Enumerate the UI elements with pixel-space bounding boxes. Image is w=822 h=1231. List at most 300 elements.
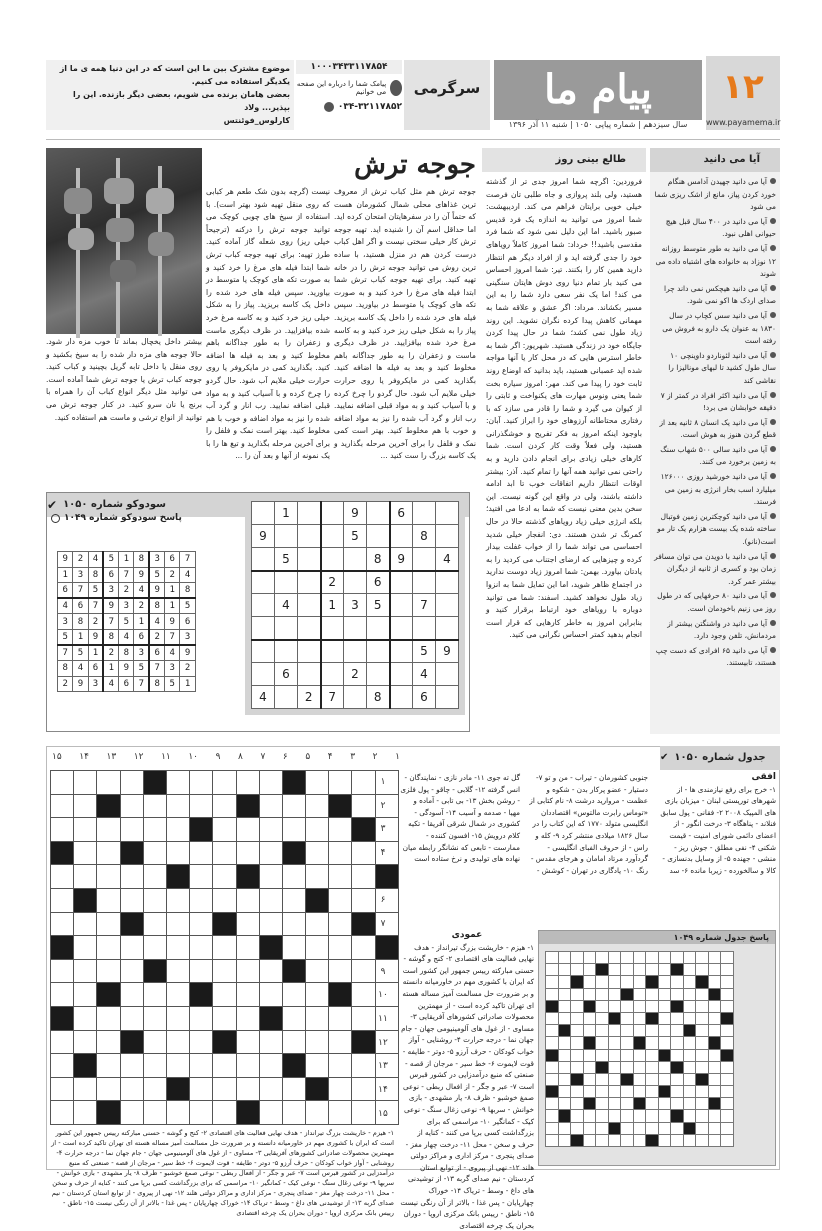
- sudoku-cell[interactable]: [413, 617, 436, 640]
- crossword-cell[interactable]: [143, 1101, 166, 1125]
- crossword-cell[interactable]: [352, 959, 375, 983]
- crossword-cell[interactable]: [120, 818, 143, 842]
- sudoku-cell[interactable]: [436, 525, 459, 548]
- crossword-cell[interactable]: [213, 1054, 236, 1078]
- crossword-cell[interactable]: [166, 1030, 189, 1054]
- crossword-cell[interactable]: [375, 959, 398, 983]
- crossword-cell[interactable]: [282, 936, 305, 960]
- crossword-cell[interactable]: [213, 1077, 236, 1101]
- sudoku-cell[interactable]: [367, 502, 390, 525]
- crossword-cell[interactable]: [51, 959, 74, 983]
- answer-cell: [583, 1012, 596, 1024]
- crossword-cell[interactable]: [120, 888, 143, 912]
- crossword-cell[interactable]: [166, 983, 189, 1007]
- crossword-cell[interactable]: [329, 912, 352, 936]
- crossword-cell: [120, 841, 143, 865]
- crossword-cell[interactable]: [213, 794, 236, 818]
- crossword-cell[interactable]: [282, 1030, 305, 1054]
- crossword-cell: [236, 794, 259, 818]
- crossword-cell[interactable]: [352, 1077, 375, 1101]
- crossword-cell[interactable]: [120, 1006, 143, 1030]
- sudoku-cell[interactable]: [390, 663, 413, 686]
- crossword-cell[interactable]: [259, 983, 282, 1007]
- crossword-cell[interactable]: [329, 1054, 352, 1078]
- crossword-cell[interactable]: [375, 771, 398, 795]
- crossword-cell[interactable]: [236, 912, 259, 936]
- crossword-cell[interactable]: [259, 865, 282, 889]
- crossword-cell[interactable]: [51, 1054, 74, 1078]
- sudoku-cell[interactable]: [298, 663, 321, 686]
- sudoku-cell[interactable]: [252, 548, 275, 571]
- crossword-cell[interactable]: [143, 818, 166, 842]
- crossword-cell[interactable]: [190, 936, 213, 960]
- crossword-cell[interactable]: [352, 983, 375, 1007]
- crossword-cell[interactable]: [236, 1030, 259, 1054]
- crossword-cell[interactable]: [120, 936, 143, 960]
- sudoku-cell[interactable]: [298, 548, 321, 571]
- sudoku-cell[interactable]: [275, 525, 298, 548]
- answer-cell: [596, 988, 609, 1000]
- crossword-cell[interactable]: [166, 1054, 189, 1078]
- crossword-cell[interactable]: [375, 1006, 398, 1030]
- crossword-cell[interactable]: [190, 1101, 213, 1125]
- sudoku-cell[interactable]: 2: [298, 686, 321, 709]
- sudoku-cell[interactable]: 2: [321, 571, 344, 594]
- sudoku-cell[interactable]: [436, 571, 459, 594]
- crossword-cell[interactable]: [166, 888, 189, 912]
- sudoku-cell[interactable]: [298, 571, 321, 594]
- crossword-cell[interactable]: [74, 818, 97, 842]
- sudoku-cell[interactable]: 4: [436, 548, 459, 571]
- crossword-cell[interactable]: [166, 936, 189, 960]
- sudoku-cell[interactable]: [275, 617, 298, 640]
- answer-cell: [633, 1049, 646, 1061]
- sudoku-cell[interactable]: [252, 640, 275, 663]
- sudoku-cell[interactable]: [344, 571, 367, 594]
- crossword-cell[interactable]: [51, 818, 74, 842]
- crossword-cell[interactable]: [120, 1077, 143, 1101]
- crossword-cell[interactable]: [259, 1101, 282, 1125]
- sudoku-cell[interactable]: 4: [275, 594, 298, 617]
- crossword-cell[interactable]: [143, 983, 166, 1007]
- crossword-cell[interactable]: [259, 1077, 282, 1101]
- sudoku-cell[interactable]: [436, 502, 459, 525]
- crossword-cell[interactable]: [329, 1077, 352, 1101]
- crossword-cell[interactable]: [51, 912, 74, 936]
- sudoku-cell[interactable]: 8: [367, 686, 390, 709]
- sudoku-cell[interactable]: [390, 571, 413, 594]
- crossword-cell[interactable]: [120, 1101, 143, 1125]
- crossword-cell[interactable]: [236, 1006, 259, 1030]
- answer-cell: [583, 1073, 596, 1085]
- crossword-cell[interactable]: [236, 888, 259, 912]
- crossword-cell[interactable]: [74, 983, 97, 1007]
- sudoku-cell[interactable]: 9: [390, 548, 413, 571]
- sudoku-cell[interactable]: [298, 594, 321, 617]
- sudoku-cell[interactable]: [321, 663, 344, 686]
- crossword-cell[interactable]: [329, 771, 352, 795]
- answer-cell: [608, 1134, 621, 1146]
- crossword-cell[interactable]: [306, 841, 329, 865]
- sudoku-cell[interactable]: [298, 640, 321, 663]
- crossword-cell[interactable]: [120, 771, 143, 795]
- crossword-cell[interactable]: [236, 959, 259, 983]
- sudoku-cell[interactable]: 1: [321, 594, 344, 617]
- crossword-cell[interactable]: [74, 841, 97, 865]
- crossword-cell[interactable]: [375, 912, 398, 936]
- sudoku-cell[interactable]: [367, 640, 390, 663]
- sudoku-cell[interactable]: 2: [344, 663, 367, 686]
- answer-cell: [558, 952, 571, 964]
- crossword-cell[interactable]: [306, 1006, 329, 1030]
- crossword-cell[interactable]: [51, 794, 74, 818]
- crossword-cell[interactable]: [282, 818, 305, 842]
- crossword-cell[interactable]: [190, 794, 213, 818]
- crossword-cell[interactable]: [166, 912, 189, 936]
- crossword-cell[interactable]: [306, 936, 329, 960]
- sudoku-cell[interactable]: [390, 617, 413, 640]
- sudoku-cell[interactable]: 6: [275, 663, 298, 686]
- sudoku-answer-cell: 6: [165, 552, 180, 568]
- crossword-cell[interactable]: [375, 1030, 398, 1054]
- sudoku-cell[interactable]: [344, 617, 367, 640]
- crossword-cell[interactable]: [352, 1054, 375, 1078]
- crossword-cell[interactable]: [143, 888, 166, 912]
- answer-cell: [583, 1098, 596, 1110]
- answer-cell: [571, 1110, 584, 1122]
- crossword-cell[interactable]: [282, 865, 305, 889]
- crossword-cell[interactable]: [329, 936, 352, 960]
- crossword-cell[interactable]: [143, 1077, 166, 1101]
- crossword-cell[interactable]: [190, 912, 213, 936]
- crossword-cell[interactable]: [97, 771, 120, 795]
- crossword-cell[interactable]: [190, 841, 213, 865]
- crossword-cell[interactable]: [97, 841, 120, 865]
- crossword-cell[interactable]: [97, 818, 120, 842]
- crossword-cell[interactable]: [51, 771, 74, 795]
- sudoku-cell[interactable]: 7: [413, 594, 436, 617]
- crossword-cell[interactable]: [120, 959, 143, 983]
- sudoku-puzzle[interactable]: [245, 495, 465, 715]
- crossword-cell[interactable]: [236, 936, 259, 960]
- answer-cell: [696, 1000, 709, 1012]
- crossword-cell[interactable]: [51, 865, 74, 889]
- sudoku-cell[interactable]: [275, 571, 298, 594]
- crossword-cell[interactable]: [143, 865, 166, 889]
- crossword-cell[interactable]: [236, 983, 259, 1007]
- crossword-cell[interactable]: [236, 771, 259, 795]
- crossword-cell[interactable]: [190, 771, 213, 795]
- sudoku-cell[interactable]: [436, 594, 459, 617]
- crossword-cell[interactable]: [51, 888, 74, 912]
- crossword-cell[interactable]: [213, 888, 236, 912]
- sudoku-cell[interactable]: [413, 548, 436, 571]
- crossword-cell[interactable]: [213, 1101, 236, 1125]
- crossword-cell[interactable]: [213, 841, 236, 865]
- sudoku-cell[interactable]: 6: [390, 502, 413, 525]
- sudoku-cell[interactable]: [252, 571, 275, 594]
- crossword-cell[interactable]: [329, 818, 352, 842]
- crossword-cell[interactable]: [74, 865, 97, 889]
- sudoku-cell[interactable]: 1: [275, 502, 298, 525]
- crossword-cell[interactable]: [120, 1054, 143, 1078]
- crossword-cell[interactable]: [236, 1054, 259, 1078]
- answer-cell: [571, 976, 584, 988]
- crossword-cell[interactable]: [236, 1077, 259, 1101]
- sudoku-cell[interactable]: [390, 525, 413, 548]
- answer-cell: [658, 1086, 671, 1098]
- sudoku-cell[interactable]: [367, 617, 390, 640]
- crossword-cell[interactable]: [352, 888, 375, 912]
- sudoku-cell[interactable]: 8: [413, 525, 436, 548]
- sudoku-cell[interactable]: [321, 525, 344, 548]
- sudoku-cell[interactable]: [344, 640, 367, 663]
- crossword-cell[interactable]: [306, 1101, 329, 1125]
- crossword-cell[interactable]: [74, 1077, 97, 1101]
- crossword-cell[interactable]: [190, 1054, 213, 1078]
- crossword-cell[interactable]: [213, 936, 236, 960]
- crossword-cell[interactable]: [97, 888, 120, 912]
- sudoku-cell[interactable]: [390, 686, 413, 709]
- crossword-cell[interactable]: [74, 1030, 97, 1054]
- sudoku-cell[interactable]: [436, 686, 459, 709]
- sudoku-cell[interactable]: 5: [367, 594, 390, 617]
- crossword-cell[interactable]: [190, 1077, 213, 1101]
- crossword-cell[interactable]: [120, 865, 143, 889]
- crossword-cell[interactable]: [259, 1054, 282, 1078]
- sudoku-cell[interactable]: 8: [367, 548, 390, 571]
- crossword-cell[interactable]: [236, 841, 259, 865]
- crossword-cell[interactable]: [375, 983, 398, 1007]
- crossword-cell[interactable]: [74, 794, 97, 818]
- crossword-cell[interactable]: [375, 888, 398, 912]
- sudoku-cell[interactable]: [252, 502, 275, 525]
- crossword-cell[interactable]: [213, 1006, 236, 1030]
- sudoku-cell[interactable]: 9: [436, 640, 459, 663]
- crossword-cell[interactable]: [306, 771, 329, 795]
- crossword-cell[interactable]: [282, 1006, 305, 1030]
- crossword-cell[interactable]: [329, 888, 352, 912]
- crossword-cell[interactable]: [143, 1030, 166, 1054]
- crossword-cell[interactable]: [166, 1101, 189, 1125]
- crossword-cell[interactable]: [74, 912, 97, 936]
- crossword-cell[interactable]: [259, 794, 282, 818]
- answer-cell: [596, 1025, 609, 1037]
- crossword-cell[interactable]: [97, 1006, 120, 1030]
- crossword-cell[interactable]: [143, 912, 166, 936]
- crossword-cell[interactable]: [375, 818, 398, 842]
- crossword-cell[interactable]: [143, 936, 166, 960]
- crossword-cell[interactable]: [51, 1101, 74, 1125]
- sudoku-cell[interactable]: 5: [413, 640, 436, 663]
- crossword-cell[interactable]: [306, 818, 329, 842]
- crossword-cell[interactable]: [97, 1054, 120, 1078]
- sudoku-cell[interactable]: 7: [321, 686, 344, 709]
- sudoku-cell[interactable]: [436, 663, 459, 686]
- crossword-cell[interactable]: [306, 794, 329, 818]
- bullet-icon: [770, 553, 776, 559]
- crossword-cell[interactable]: [282, 1101, 305, 1125]
- row-number: ۱۲: [378, 1037, 388, 1048]
- crossword-cell[interactable]: [97, 1077, 120, 1101]
- crossword-cell[interactable]: [143, 841, 166, 865]
- crossword-cell[interactable]: [190, 888, 213, 912]
- crossword-cell[interactable]: [306, 865, 329, 889]
- sudoku-cell[interactable]: [321, 502, 344, 525]
- crossword-cell[interactable]: [282, 888, 305, 912]
- sudoku-cell[interactable]: 6: [367, 571, 390, 594]
- crossword-cell[interactable]: [375, 841, 398, 865]
- contact-box: [296, 60, 402, 130]
- crossword-cell[interactable]: [306, 912, 329, 936]
- crossword-cell[interactable]: [97, 912, 120, 936]
- sudoku-cell[interactable]: [321, 617, 344, 640]
- sudoku-cell[interactable]: [344, 548, 367, 571]
- answer-cell: [658, 1098, 671, 1110]
- crossword-cell[interactable]: [190, 1006, 213, 1030]
- crossword-cell[interactable]: [51, 983, 74, 1007]
- crossword-cell[interactable]: [213, 865, 236, 889]
- crossword-cell[interactable]: [143, 1006, 166, 1030]
- crossword-cell[interactable]: [282, 794, 305, 818]
- sudoku-cell[interactable]: [390, 594, 413, 617]
- crossword-cell[interactable]: [352, 841, 375, 865]
- sudoku-cell[interactable]: [367, 525, 390, 548]
- crossword-cell[interactable]: [329, 841, 352, 865]
- crossword-cell[interactable]: [352, 865, 375, 889]
- sudoku-cell[interactable]: 4: [252, 686, 275, 709]
- crossword-cell[interactable]: [166, 841, 189, 865]
- crossword-cell[interactable]: [259, 818, 282, 842]
- sudoku-cell[interactable]: [275, 640, 298, 663]
- crossword-cell[interactable]: [166, 1006, 189, 1030]
- crossword-cell[interactable]: [236, 818, 259, 842]
- sudoku-cell[interactable]: 6: [413, 686, 436, 709]
- crossword-cell[interactable]: [329, 1006, 352, 1030]
- crossword-cell[interactable]: [282, 983, 305, 1007]
- crossword-cell[interactable]: [97, 1030, 120, 1054]
- sudoku-cell[interactable]: [298, 617, 321, 640]
- crossword-cell[interactable]: [51, 1077, 74, 1101]
- crossword-cell[interactable]: [166, 794, 189, 818]
- crossword-cell[interactable]: [143, 1054, 166, 1078]
- crossword-cell[interactable]: [375, 1054, 398, 1078]
- crossword-cell[interactable]: [352, 771, 375, 795]
- sudoku-cell[interactable]: 3: [344, 594, 367, 617]
- sudoku-cell[interactable]: [413, 571, 436, 594]
- crossword-cell[interactable]: [213, 818, 236, 842]
- crossword-cell[interactable]: [143, 794, 166, 818]
- crossword-cell[interactable]: [213, 959, 236, 983]
- sudoku-cell[interactable]: [275, 686, 298, 709]
- sudoku-cell[interactable]: 9: [252, 525, 275, 548]
- crossword-grid[interactable]: [50, 770, 399, 1125]
- crossword-cell[interactable]: [306, 983, 329, 1007]
- answer-cell: [708, 1012, 721, 1024]
- sudoku-answer-cell: 9: [73, 676, 88, 692]
- crossword-cell[interactable]: [259, 959, 282, 983]
- sudoku-cell[interactable]: 9: [344, 502, 367, 525]
- crossword-cell[interactable]: [166, 771, 189, 795]
- crossword-cell[interactable]: [329, 1030, 352, 1054]
- crossword-cell[interactable]: [329, 1101, 352, 1125]
- crossword-cell[interactable]: [282, 1077, 305, 1101]
- crossword-cell[interactable]: [352, 936, 375, 960]
- sudoku-cell[interactable]: [252, 617, 275, 640]
- sudoku-cell[interactable]: [321, 548, 344, 571]
- crossword-cell[interactable]: [120, 983, 143, 1007]
- sudoku-answer-cell: 7: [180, 552, 195, 568]
- crossword-cell[interactable]: [375, 794, 398, 818]
- crossword-cell[interactable]: [306, 959, 329, 983]
- crossword-cell[interactable]: [190, 959, 213, 983]
- crossword-cell[interactable]: [166, 959, 189, 983]
- sudoku-cell[interactable]: [298, 525, 321, 548]
- crossword-cell[interactable]: [259, 841, 282, 865]
- crossword-cell[interactable]: [97, 936, 120, 960]
- sudoku-cell[interactable]: 5: [275, 548, 298, 571]
- crossword-cell[interactable]: [74, 959, 97, 983]
- sudoku-cell[interactable]: [436, 617, 459, 640]
- crossword-cell[interactable]: [282, 912, 305, 936]
- crossword-cell[interactable]: [375, 1101, 398, 1125]
- crossword-cell[interactable]: [74, 936, 97, 960]
- sudoku-cell[interactable]: [252, 594, 275, 617]
- crossword-cell[interactable]: [166, 818, 189, 842]
- sudoku-cell[interactable]: [321, 640, 344, 663]
- sudoku-cell[interactable]: [252, 663, 275, 686]
- answer-cell: [596, 1049, 609, 1061]
- crossword-cell[interactable]: [97, 865, 120, 889]
- sudoku-grid[interactable]: [251, 501, 459, 709]
- crossword-cell[interactable]: [74, 1101, 97, 1125]
- sudoku-cell[interactable]: [344, 686, 367, 709]
- answer-cell: [696, 1086, 709, 1098]
- crossword-cell[interactable]: [213, 983, 236, 1007]
- answer-cell: [646, 1122, 659, 1134]
- crossword-cell[interactable]: [51, 1030, 74, 1054]
- crossword-cell[interactable]: [120, 794, 143, 818]
- crossword-cell[interactable]: [74, 1006, 97, 1030]
- crossword-cell[interactable]: [259, 1030, 282, 1054]
- bullet-icon: [770, 647, 776, 653]
- crossword-cell[interactable]: [329, 959, 352, 983]
- crossword-cell[interactable]: [306, 1030, 329, 1054]
- crossword-cell[interactable]: [259, 771, 282, 795]
- crossword-cell[interactable]: [306, 1054, 329, 1078]
- site-url[interactable]: www.payamema.ir: [706, 118, 781, 127]
- crossword-cell[interactable]: [190, 1030, 213, 1054]
- crossword-cell[interactable]: [190, 865, 213, 889]
- sudoku-cell[interactable]: 4: [413, 663, 436, 686]
- crossword-cell[interactable]: [97, 959, 120, 983]
- crossword-cell[interactable]: [352, 1006, 375, 1030]
- crossword-cell[interactable]: [329, 865, 352, 889]
- sudoku-cell[interactable]: [413, 502, 436, 525]
- crossword-cell[interactable]: [259, 912, 282, 936]
- sudoku-cell[interactable]: 5: [344, 525, 367, 548]
- crossword-cell[interactable]: [352, 1101, 375, 1125]
- crossword-cell[interactable]: [259, 888, 282, 912]
- crossword-cell[interactable]: [352, 794, 375, 818]
- sudoku-answer-cell: 9: [165, 614, 180, 630]
- sudoku-cell[interactable]: [298, 502, 321, 525]
- crossword-cell[interactable]: [213, 771, 236, 795]
- crossword-cell[interactable]: [74, 771, 97, 795]
- crossword-cell[interactable]: [375, 1077, 398, 1101]
- sudoku-cell[interactable]: [390, 640, 413, 663]
- sudoku-cell[interactable]: [367, 663, 390, 686]
